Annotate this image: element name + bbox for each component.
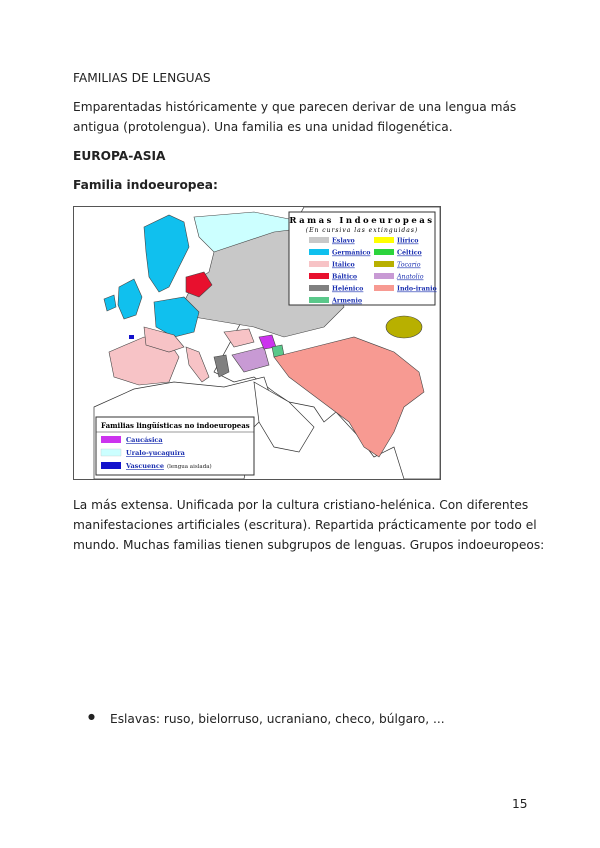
swatch-uralo-yucaguira [101,449,121,456]
legend-item-vascuence[interactable]: Vascuence [126,462,164,470]
legend-item-baltico[interactable]: Báltico [332,273,358,281]
legend-subtitle: (En cursiva las extinguidas) [305,227,419,234]
body-line-3: mundo. Muchas familias tienen subgrupos de lenguas. Grupos indoeuropeos: [73,538,545,552]
legend-item-germanico[interactable]: Germánico [332,249,371,257]
swatch-anatolio [374,273,394,279]
swatch-celtico [374,249,394,255]
legend-item-celtico[interactable]: Céltico [397,249,422,257]
heading: FAMILIAS DE LENGUAS [73,71,211,85]
tocharian-region [386,316,422,338]
legend-item-eslavo[interactable]: Eslavo [332,237,355,245]
intro-line-2: antigua (protolengua). Una familia es una unidad filogenética. [73,120,453,134]
bullet-item-eslavas: Eslavas: ruso, bielorruso, ucraniano, checo, búlgaro, ... [110,712,445,726]
swatch-eslavo [309,237,329,243]
vascuence-note: (lengua aislada) [167,464,212,470]
swatch-tocario [374,261,394,267]
swatch-ilirico [374,237,394,243]
swatch-caucasica [101,436,121,443]
legend-item-tocario[interactable]: Tocario [397,261,421,269]
swatch-vascuence [101,462,121,469]
page-number: 15 [512,797,528,811]
legend-item-armenio[interactable]: Armenio [332,297,363,305]
body-line-1: La más extensa. Unificada por la cultura cristiano-helénica. Con diferentes [73,498,529,512]
swatch-germanico [309,249,329,255]
legend-item-caucasica[interactable]: Caucásica [126,436,163,444]
legend-item-anatolio[interactable]: Anatolio [397,273,424,281]
legend-item-helenico[interactable]: Helénico [332,285,364,293]
swatch-helenico [309,285,329,291]
legend-item-indo-iranio[interactable]: Indo-iranio [397,285,437,293]
swatch-baltico [309,273,329,279]
bullet-marker: ● [88,712,95,721]
body-line-2: manifestaciones artificiales (escritura). Repartida prácticamente por todo el [73,518,537,532]
basque-region [129,335,134,339]
non-ie-legend-title: Familias lingüísticas no indoeuropeas [101,421,250,430]
indo-european-map [73,206,441,480]
intro-line-1: Emparentadas históricamente y que parecen derivar de una lengua más [73,100,517,114]
legend-item-ilirico[interactable]: Ilírico [397,237,419,245]
swatch-indo-iranio [374,285,394,291]
section-title: EUROPA-ASIA [73,149,166,163]
legend-item-italico[interactable]: Itálico [332,261,355,269]
swatch-italico [309,261,329,267]
subsection-title: Familia indoeuropea: [73,178,218,192]
legend-title: Ramas Indoeuropeas [289,216,435,226]
swatch-armenio [309,297,329,303]
legend-item-uralo-yucaguira[interactable]: Uralo-yucaguira [126,449,185,457]
